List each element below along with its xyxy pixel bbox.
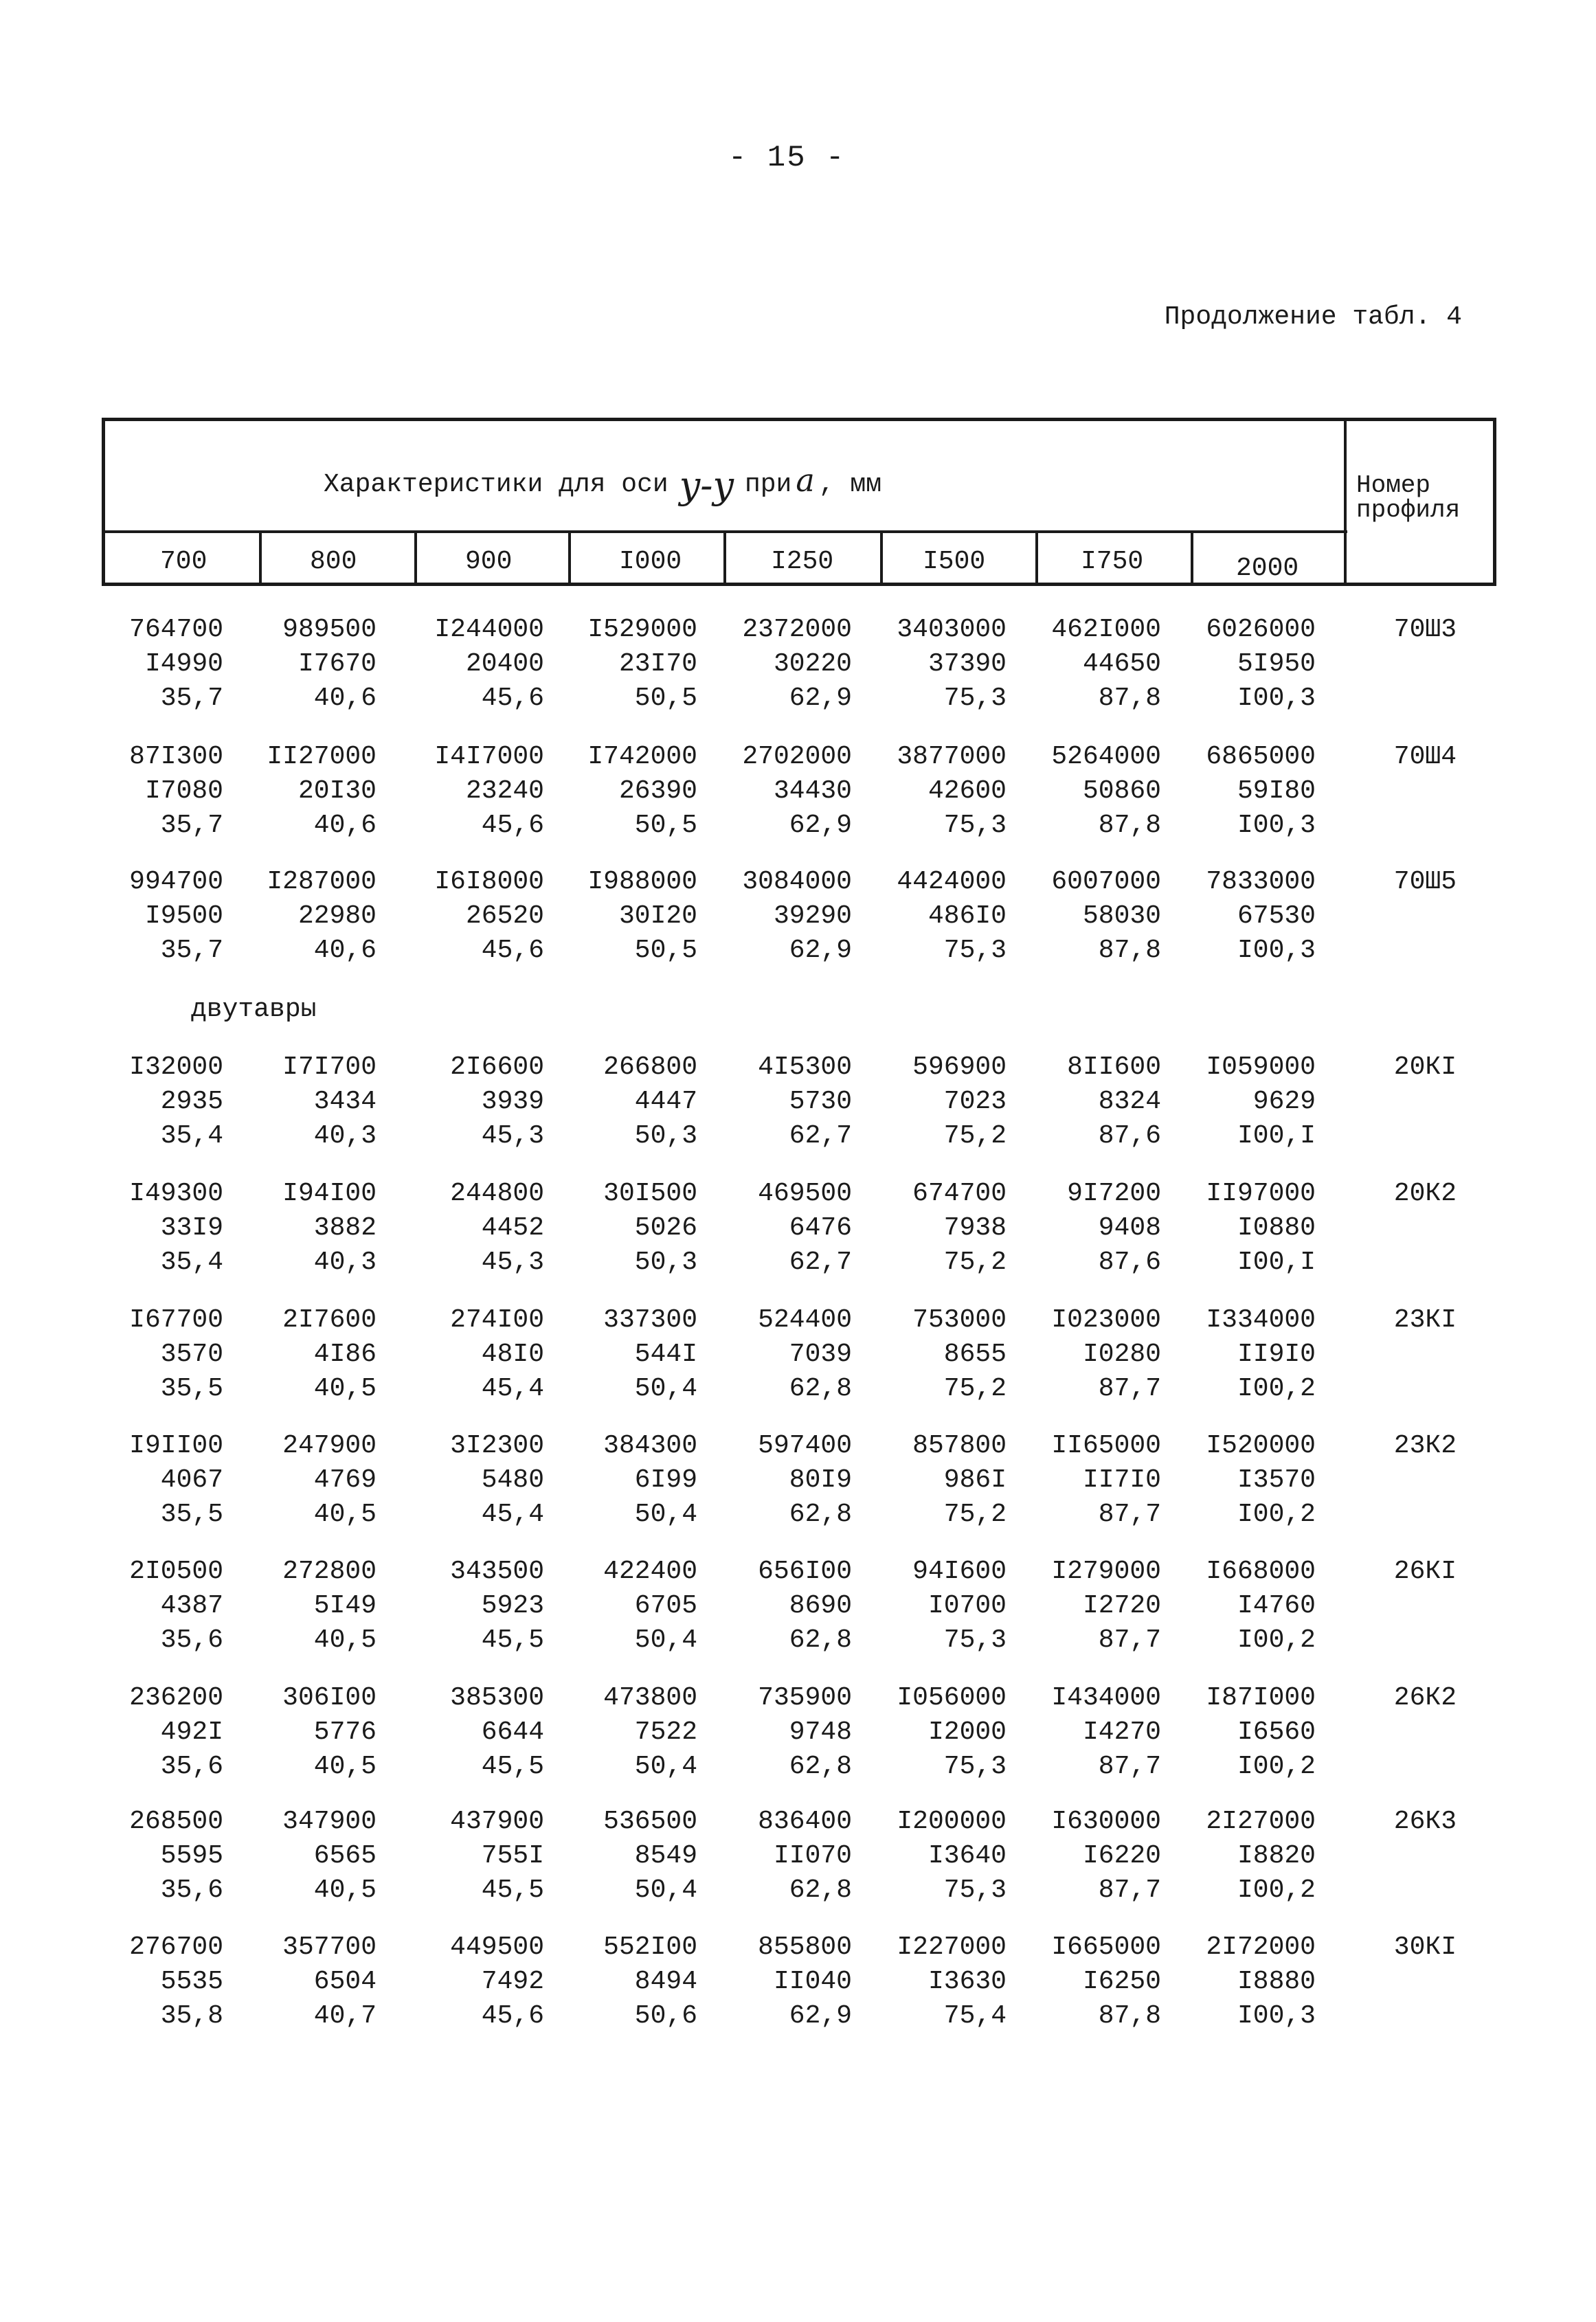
header-columns (105, 533, 1347, 586)
table-cell: 8655 (943, 1340, 1007, 1369)
table-cell: 486I0 (928, 901, 1007, 931)
table-cell: 35,6 (160, 1752, 223, 1781)
table-cell: I00,I (1237, 1248, 1316, 1277)
table-cell: 855800 (758, 1932, 852, 1962)
table-cell: I00,2 (1237, 1500, 1316, 1529)
table-cell: 45,5 (481, 1752, 544, 1781)
table-cell: I7I700 (282, 1052, 376, 1082)
table-cell: I00,3 (1237, 684, 1316, 713)
table-cell: 5480 (481, 1465, 544, 1495)
table-cell: 35,7 (160, 936, 223, 965)
table-cell: 75,3 (943, 684, 1007, 713)
table-cell: 524400 (758, 1305, 852, 1335)
table-cell: 357700 (282, 1932, 376, 1962)
table-cell: 4I5300 (758, 1052, 852, 1082)
table-cell: 44650 (1082, 649, 1161, 679)
table-cell: 8II600 (1067, 1052, 1161, 1082)
table-cell: 6I99 (634, 1465, 697, 1495)
table-cell: 6865000 (1206, 742, 1316, 771)
table-cell: 59I80 (1237, 776, 1316, 806)
table-cell: 994700 (129, 867, 223, 897)
table-cell: I0280 (1082, 1340, 1161, 1369)
table-cell: 385300 (450, 1683, 544, 1713)
profile-number: 70Ш5 (1393, 867, 1457, 897)
table-cell: 45,3 (481, 1248, 544, 1277)
table-header (102, 418, 1496, 586)
table-cell: 75,3 (943, 1752, 1007, 1781)
table-cell: 75,3 (943, 1875, 1007, 1905)
table-cell: 50,4 (634, 1374, 697, 1404)
table-cell: 343500 (450, 1557, 544, 1586)
profile-number: 26К2 (1393, 1683, 1457, 1713)
table-cell: II65000 (1051, 1431, 1161, 1461)
table-cell: 75,2 (943, 1374, 1007, 1404)
table-cell: I287000 (267, 867, 376, 897)
table-cell: II97000 (1206, 1179, 1316, 1208)
table-cell: I87I000 (1206, 1683, 1316, 1713)
table-cell: 37390 (928, 649, 1007, 679)
table-cell: 20I30 (297, 776, 376, 806)
table-cell: 5595 (160, 1841, 223, 1871)
table-cell: I0880 (1237, 1213, 1316, 1243)
table-cell: 40,6 (313, 684, 376, 713)
table-cell: 462I000 (1051, 615, 1161, 644)
header-col-1250: I250 (726, 533, 883, 586)
table-cell: 469500 (758, 1179, 852, 1208)
header-variable: a (796, 462, 815, 499)
table-cell: 3403000 (897, 615, 1007, 644)
table-cell: 87,6 (1098, 1121, 1161, 1151)
section-label: двутавры (191, 995, 317, 1024)
table-cell: 35,7 (160, 811, 223, 840)
table-cell: 62,9 (789, 811, 852, 840)
table-cell: I6220 (1082, 1841, 1161, 1871)
table-cell: 50,5 (634, 936, 697, 965)
table-cell: I0700 (928, 1591, 1007, 1621)
header-title (324, 457, 882, 507)
table-cell: 7023 (943, 1087, 1007, 1116)
table-cell: I630000 (1051, 1807, 1161, 1836)
table-cell: 437900 (450, 1807, 544, 1836)
table-cell: 34430 (773, 776, 852, 806)
table-cell: 75,3 (943, 936, 1007, 965)
table-cell: 50,4 (634, 1500, 697, 1529)
table-cell: 6476 (789, 1213, 852, 1243)
table-cell: 50,5 (634, 684, 697, 713)
table-cell: 674700 (912, 1179, 1007, 1208)
table-cell: I8820 (1237, 1841, 1316, 1871)
table-cell: 87I300 (129, 742, 223, 771)
table-cell: 42600 (928, 776, 1007, 806)
table-cell: I227000 (897, 1932, 1007, 1962)
profile-number: 26КI (1393, 1557, 1457, 1586)
table-cell: 3877000 (897, 742, 1007, 771)
table-cell: I00,2 (1237, 1752, 1316, 1781)
table-cell: I3630 (928, 1967, 1007, 1996)
table-cell: I244000 (434, 615, 544, 644)
header-title-prefix: Характеристики для оси (324, 470, 668, 499)
table-cell: 7522 (634, 1717, 697, 1747)
table-cell: 4452 (481, 1213, 544, 1243)
table-cell: 656I00 (758, 1557, 852, 1586)
table-cell: 6007000 (1051, 867, 1161, 897)
table-cell: 33I9 (160, 1213, 223, 1243)
table-cell: 40,6 (313, 811, 376, 840)
table-cell: I00,3 (1237, 936, 1316, 965)
table-cell: 2372000 (742, 615, 852, 644)
table-cell: 62,7 (789, 1121, 852, 1151)
table-cell: I059000 (1206, 1052, 1316, 1082)
table-cell: 75,2 (943, 1248, 1007, 1277)
table-cell: 40,5 (313, 1752, 376, 1781)
table-cell: 45,6 (481, 684, 544, 713)
table-cell: I334000 (1206, 1305, 1316, 1335)
table-cell: 2935 (160, 1087, 223, 1116)
table-cell: 5026 (634, 1213, 697, 1243)
table-cell: 753000 (912, 1305, 1007, 1335)
table-cell: 87,8 (1098, 936, 1161, 965)
table-cell: I32000 (129, 1052, 223, 1082)
table-cell: 35,6 (160, 1625, 223, 1655)
table-cell: I279000 (1051, 1557, 1161, 1586)
table-cell: 20400 (465, 649, 544, 679)
table-cell: 986I (943, 1465, 1007, 1495)
table-cell: I056000 (897, 1683, 1007, 1713)
table-cell: I2000 (928, 1717, 1007, 1747)
table-cell: 552I00 (603, 1932, 697, 1962)
table-cell: 4I86 (313, 1340, 376, 1369)
table-cell: 50,4 (634, 1752, 697, 1781)
header-axis: y-y (679, 464, 734, 507)
table-cell: 50,6 (634, 2001, 697, 2031)
table-cell: 449500 (450, 1932, 544, 1962)
table-cell: I6560 (1237, 1717, 1316, 1747)
table-cell: 3570 (160, 1340, 223, 1369)
table-cell: 2I7600 (282, 1305, 376, 1335)
table-cell: 26520 (465, 901, 544, 931)
table-cell: 40,5 (313, 1875, 376, 1905)
table-cell: 3I2300 (450, 1431, 544, 1461)
header-col-1500: I500 (883, 533, 1038, 586)
table-cell: 62,9 (789, 2001, 852, 2031)
table-cell: 2702000 (742, 742, 852, 771)
table-cell: 58030 (1082, 901, 1161, 931)
table-cell: 755I (481, 1841, 544, 1871)
table-cell: 3084000 (742, 867, 852, 897)
table-cell: II040 (773, 1967, 852, 1996)
table-cell: 8549 (634, 1841, 697, 1871)
profile-number: 70Ш4 (1393, 742, 1457, 771)
header-profile-label-1: Номер (1356, 471, 1431, 499)
table-cell: 40,5 (313, 1625, 376, 1655)
table-cell: I00,2 (1237, 1374, 1316, 1404)
header-profile-label-2: профиля (1356, 496, 1461, 524)
table-cell: 9408 (1098, 1213, 1161, 1243)
table-cell: 422400 (603, 1557, 697, 1586)
table-cell: I00,I (1237, 1121, 1316, 1151)
table-cell: 6565 (313, 1841, 376, 1871)
table-cell: 45,3 (481, 1121, 544, 1151)
table-cell: 3434 (313, 1087, 376, 1116)
table-cell: 62,9 (789, 936, 852, 965)
table-cell: 80I9 (789, 1465, 852, 1495)
table-cell: 87,8 (1098, 811, 1161, 840)
profile-number: 26К3 (1393, 1807, 1457, 1836)
profile-number: 20КI (1393, 1052, 1457, 1082)
table-cell: 5535 (160, 1967, 223, 1996)
header-title-mid: при (744, 470, 792, 499)
table-cell: I7080 (144, 776, 223, 806)
table-cell: 473800 (603, 1683, 697, 1713)
table-cell: I3640 (928, 1841, 1007, 1871)
table-cell: 40,3 (313, 1248, 376, 1277)
table-cell: 5923 (481, 1591, 544, 1621)
table-cell: 6644 (481, 1717, 544, 1747)
table-cell: 62,8 (789, 1500, 852, 1529)
table-cell: 87,7 (1098, 1625, 1161, 1655)
table-cell: 6026000 (1206, 615, 1316, 644)
table-cell: 87,6 (1098, 1248, 1161, 1277)
table-cell: 384300 (603, 1431, 697, 1461)
table-cell: 274I00 (450, 1305, 544, 1335)
table-cell: 2I72000 (1206, 1932, 1316, 1962)
table-cell: 23240 (465, 776, 544, 806)
table-cell: I6250 (1082, 1967, 1161, 1996)
table-cell: 75,3 (943, 811, 1007, 840)
table-cell: 8324 (1098, 1087, 1161, 1116)
table-cell: 45,5 (481, 1625, 544, 1655)
table-cell: I3570 (1237, 1465, 1316, 1495)
table-cell: 50860 (1082, 776, 1161, 806)
table-cell: 50,4 (634, 1875, 697, 1905)
table-cell: 75,3 (943, 1625, 1007, 1655)
table-cell: 45,6 (481, 2001, 544, 2031)
table-cell: 268500 (129, 1807, 223, 1836)
table-cell: 337300 (603, 1305, 697, 1335)
table-cell: 764700 (129, 615, 223, 644)
table-cell: 35,7 (160, 684, 223, 713)
table-cell: I7670 (297, 649, 376, 679)
table-cell: II27000 (267, 742, 376, 771)
table-cell: 50,5 (634, 811, 697, 840)
table-cell: 62,9 (789, 684, 852, 713)
table-cell: I023000 (1051, 1305, 1161, 1335)
table-cell: 266800 (603, 1052, 697, 1082)
table-cell: I665000 (1051, 1932, 1161, 1962)
table-cell: 35,4 (160, 1248, 223, 1277)
table-cell: 5776 (313, 1717, 376, 1747)
table-cell: 75,2 (943, 1500, 1007, 1529)
table-cell: 87,7 (1098, 1752, 1161, 1781)
table-cell: 544I (634, 1340, 697, 1369)
table-cell: 5I950 (1237, 649, 1316, 679)
table-cell: I988000 (587, 867, 697, 897)
table-cell: 35,6 (160, 1875, 223, 1905)
table-cell: 5730 (789, 1087, 852, 1116)
table-cell: I2720 (1082, 1591, 1161, 1621)
table-cell: 40,5 (313, 1374, 376, 1404)
table-cell: 9629 (1252, 1087, 1316, 1116)
table-cell: 40,7 (313, 2001, 376, 2031)
table-cell: 7492 (481, 1967, 544, 1996)
profile-number: 20К2 (1393, 1179, 1457, 1208)
table-cell: 2I6600 (450, 1052, 544, 1082)
table-cell: 40,5 (313, 1500, 376, 1529)
table-cell: 50,3 (634, 1248, 697, 1277)
table-continuation-label: Продолжение табл. 4 (1164, 302, 1462, 332)
table-cell: I4990 (144, 649, 223, 679)
header-col-900: 900 (417, 533, 571, 586)
table-cell: 35,8 (160, 2001, 223, 2031)
table-cell: 87,7 (1098, 1374, 1161, 1404)
table-cell: 2I27000 (1206, 1807, 1316, 1836)
table-cell: I529000 (587, 615, 697, 644)
table-cell: 45,6 (481, 936, 544, 965)
table-cell: 62,8 (789, 1875, 852, 1905)
table-cell: 7833000 (1206, 867, 1316, 897)
table-cell: 75,2 (943, 1121, 1007, 1151)
header-profile-cell (1344, 421, 1493, 583)
table-cell: 272800 (282, 1557, 376, 1586)
table-cell: 75,4 (943, 2001, 1007, 2031)
header-col-1750: I750 (1038, 533, 1193, 586)
table-cell: 6504 (313, 1967, 376, 1996)
table-cell: I742000 (587, 742, 697, 771)
table-cell: I49300 (129, 1179, 223, 1208)
table-cell: 50,3 (634, 1121, 697, 1151)
table-cell: 276700 (129, 1932, 223, 1962)
header-col-2000: 2000 (1236, 554, 1299, 583)
header-unit: , мм (818, 470, 882, 499)
table-cell: 2I0500 (129, 1557, 223, 1586)
table-cell: II070 (773, 1841, 852, 1871)
header-col-1000: I000 (571, 533, 726, 586)
table-cell: 62,8 (789, 1374, 852, 1404)
table-cell: 492I (160, 1717, 223, 1747)
table-cell: 247900 (282, 1431, 376, 1461)
table-cell: 30I500 (603, 1179, 697, 1208)
table-cell: 87,7 (1098, 1875, 1161, 1905)
table-cell: 989500 (282, 615, 376, 644)
table-cell: II7I0 (1082, 1465, 1161, 1495)
table-cell: 5264000 (1051, 742, 1161, 771)
table-cell: 62,8 (789, 1625, 852, 1655)
table-cell: 597400 (758, 1431, 852, 1461)
table-cell: 23I70 (618, 649, 697, 679)
table-cell: I67700 (129, 1305, 223, 1335)
table-cell: 4769 (313, 1465, 376, 1495)
table-cell: I4270 (1082, 1717, 1161, 1747)
table-cell: 3882 (313, 1213, 376, 1243)
table-cell: I00,3 (1237, 811, 1316, 840)
profile-number: 30КI (1393, 1932, 1457, 1962)
table-cell: I434000 (1051, 1683, 1161, 1713)
table-cell: 87,8 (1098, 2001, 1161, 2031)
table-cell: I8880 (1237, 1967, 1316, 1996)
table-cell: 40,3 (313, 1121, 376, 1151)
header-title-cell (105, 421, 1347, 533)
table-cell: 8494 (634, 1967, 697, 1996)
table-cell: I6I8000 (434, 867, 544, 897)
table-cell: 244800 (450, 1179, 544, 1208)
table-cell: 45,5 (481, 1875, 544, 1905)
table-cell: 7039 (789, 1340, 852, 1369)
page-number: - 15 - (728, 141, 846, 175)
table-cell: I9500 (144, 901, 223, 931)
table-cell: I94I00 (282, 1179, 376, 1208)
table-cell: 67530 (1237, 901, 1316, 931)
table-cell: 62,8 (789, 1752, 852, 1781)
table-cell: 45,4 (481, 1374, 544, 1404)
table-cell: 35,4 (160, 1121, 223, 1151)
table-cell: 35,5 (160, 1500, 223, 1529)
table-cell: 7938 (943, 1213, 1007, 1243)
table-cell: 4067 (160, 1465, 223, 1495)
table-cell: 4424000 (897, 867, 1007, 897)
table-cell: I4I7000 (434, 742, 544, 771)
table-cell: 45,6 (481, 811, 544, 840)
table-cell: 40,6 (313, 936, 376, 965)
header-col-800: 800 (262, 533, 417, 586)
table-cell: 30220 (773, 649, 852, 679)
table-cell: 50,4 (634, 1625, 697, 1655)
table-cell: 9748 (789, 1717, 852, 1747)
table-cell: I520000 (1206, 1431, 1316, 1461)
table-cell: I00,2 (1237, 1625, 1316, 1655)
table-cell: I9II00 (129, 1431, 223, 1461)
table-cell: 26390 (618, 776, 697, 806)
table-cell: I00,3 (1237, 2001, 1316, 2031)
profile-number: 23К2 (1393, 1431, 1457, 1461)
table-cell: 39290 (773, 901, 852, 931)
table-cell: 306I00 (282, 1683, 376, 1713)
table-cell: 87,8 (1098, 684, 1161, 713)
table-cell: 4447 (634, 1087, 697, 1116)
table-cell: 48I0 (481, 1340, 544, 1369)
table-cell: 596900 (912, 1052, 1007, 1082)
table-cell: 236200 (129, 1683, 223, 1713)
table-cell: II9I0 (1237, 1340, 1316, 1369)
table-cell: 30I20 (618, 901, 697, 931)
table-cell: 836400 (758, 1807, 852, 1836)
table-cell: 62,7 (789, 1248, 852, 1277)
table-cell: 9I7200 (1067, 1179, 1161, 1208)
table-cell: I668000 (1206, 1557, 1316, 1586)
table-cell: I200000 (897, 1807, 1007, 1836)
table-cell: 3939 (481, 1087, 544, 1116)
profile-number: 70Ш3 (1393, 615, 1457, 644)
table-cell: 45,4 (481, 1500, 544, 1529)
table-cell: I4760 (1237, 1591, 1316, 1621)
table-cell: 87,7 (1098, 1500, 1161, 1529)
table-cell: 857800 (912, 1431, 1007, 1461)
table-cell: 22980 (297, 901, 376, 931)
profile-number: 23КI (1393, 1305, 1457, 1335)
table-cell: 8690 (789, 1591, 852, 1621)
table-cell: 94I600 (912, 1557, 1007, 1586)
table-cell: 347900 (282, 1807, 376, 1836)
table-cell: I00,2 (1237, 1875, 1316, 1905)
table-cell: 4387 (160, 1591, 223, 1621)
table-cell: 35,5 (160, 1374, 223, 1404)
table-cell: 6705 (634, 1591, 697, 1621)
table-cell: 735900 (758, 1683, 852, 1713)
table-cell: 536500 (603, 1807, 697, 1836)
header-col-700: 700 (105, 533, 262, 586)
table-cell: 5I49 (313, 1591, 376, 1621)
